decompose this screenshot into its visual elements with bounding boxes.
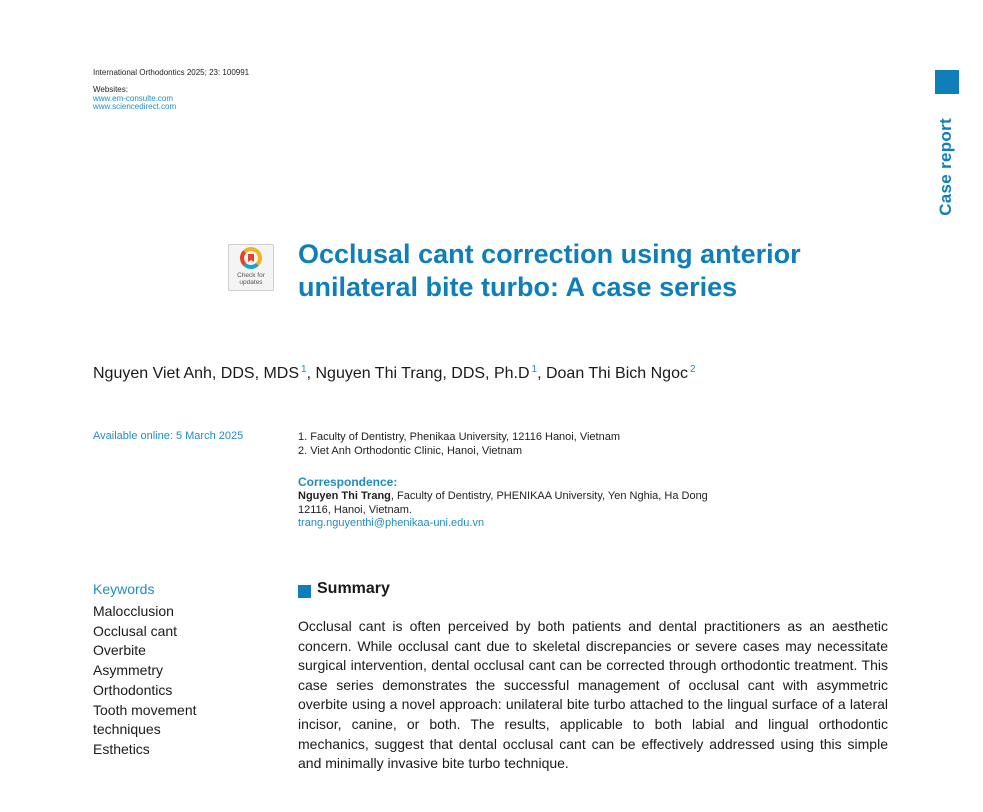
badge-text-line2: updates xyxy=(239,279,263,286)
section-color-block xyxy=(935,70,959,94)
journal-citation: International Orthodontics 2025; 23: 100991 xyxy=(93,68,250,77)
keyword-item: Tooth movement xyxy=(93,701,197,718)
correspondence-name: Nguyen Thi Trang xyxy=(298,490,391,502)
keyword-item: Overbite xyxy=(93,642,146,659)
author-list: Nguyen Viet Anh, DDS, MDS $^1$, Nguyen Thi Trang, DDS, Ph.D $^1$, Doan Thi Bich Ngoc $^2$ xyxy=(93,364,696,382)
available-online-date: Available online: 5 March 2025 xyxy=(93,430,244,442)
keyword-item: Occlusal cant xyxy=(93,622,178,639)
keyword-item: Malocclusion xyxy=(93,603,174,619)
keyword-item: techniques xyxy=(93,721,161,738)
summary-marker xyxy=(298,585,311,598)
author-name: Nguyen Thi Trang, DDS, Ph.D xyxy=(315,365,530,382)
update-ring-icon xyxy=(240,247,262,269)
correspondence-address-text: , Faculty of Dentistry, PHENIKAA University, Yen Nghia, Ha Dong 12116, Hanoi, Vietnam. xyxy=(298,490,708,516)
title-line-2: unilateral bite turbo: A case series xyxy=(298,272,738,302)
author-name: Doan Thi Bich Ngoc xyxy=(545,365,688,382)
keywords-title: Keywords xyxy=(93,581,155,597)
title-line-1: Occlusal cant correction using anterior xyxy=(298,239,801,269)
author-affiliation-mark: 1 xyxy=(301,364,307,375)
affiliation-item: 1. Faculty of Dentistry, Phenikaa University, 12116 Hanoi, Vietnam xyxy=(298,431,621,443)
keywords-list xyxy=(93,602,197,760)
websites-label: Websites: xyxy=(93,85,128,94)
keyword-item: Orthodontics xyxy=(93,681,173,698)
affiliations xyxy=(298,430,620,458)
correspondence-label: Correspondence: xyxy=(298,475,398,489)
bookmark-icon xyxy=(248,254,254,262)
keyword-item: Esthetics xyxy=(93,740,150,757)
website-link-em-consulte[interactable]: www.em-consulte.com xyxy=(93,94,174,103)
affiliation-item: 2. Viet Anh Orthodontic Clinic, Hanoi, Vietnam xyxy=(298,445,522,457)
check-for-updates-badge[interactable] xyxy=(228,244,274,291)
correspondence-email-link[interactable]: trang.nguyenthi@phenikaa-uni.edu.vn xyxy=(298,517,485,529)
keyword-item: Asymmetry xyxy=(93,662,163,679)
badge-text-line1: Check for xyxy=(237,272,265,279)
summary-title: Summary xyxy=(317,580,390,597)
author-affiliation-mark: 2 xyxy=(689,364,696,375)
article-title xyxy=(298,238,858,304)
author-affiliation-mark: 1 xyxy=(531,364,538,375)
badge-text xyxy=(237,272,265,286)
article-type-label: Case report xyxy=(936,118,955,216)
correspondence-address xyxy=(298,489,708,517)
website-link-sciencedirect[interactable]: www.sciencedirect.com xyxy=(93,102,177,111)
author-name: Nguyen Viet Anh, DDS, MDS xyxy=(93,365,300,382)
summary-text: Occlusal cant is often perceived by both patients and dental practitioners as an aesthetic concern. While occlusal cant due to skeletal discrepancies or severe cases may necessitate surgical intervention, dental occlusal cant can be corrected through orthodontic treatment. This case series demonstrates the successful management of occlusal cant with asymmetric overbite using a novel approach: unilateral bite turbo attached to the lingual surface of a lateral incisor, canine, or both. The results, applicable to both labial and lingual orthodontic mechanics, suggest that dental occlusal cant can be effectively addressed using this simple and minimally invasive bite turbo technique. xyxy=(298,618,888,772)
